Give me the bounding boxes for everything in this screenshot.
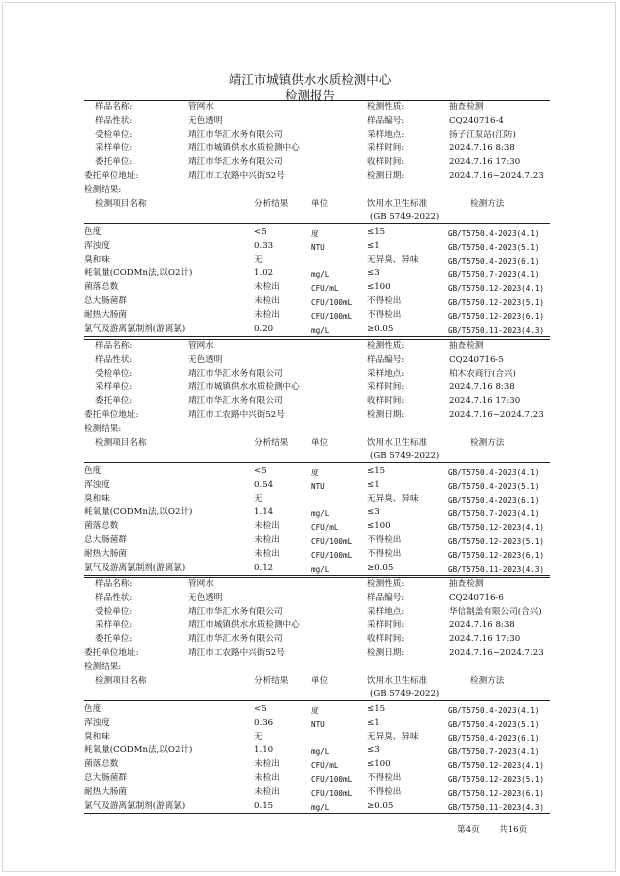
- table-cell-item: 耗氧量(CODMn法,以O2计): [84, 745, 193, 756]
- field-value: 靖江市城镇供水水质检测中心: [188, 620, 300, 631]
- table-cell-item: 色度: [84, 704, 102, 714]
- table-cell-result: <5: [254, 704, 267, 714]
- field-value: 管网水: [188, 341, 214, 351]
- table-cell-method: GB/T5750.4-2023(4.1): [448, 468, 540, 477]
- table-cell-method: GB/T5750.12-2023(4.1): [448, 761, 545, 771]
- field-value: 管网水: [188, 579, 214, 589]
- column-header: 检测方法: [470, 438, 505, 448]
- table-cell-unit: mg/L: [311, 747, 330, 757]
- field-label: 采样单位:: [95, 143, 133, 154]
- table-cell-method: GB/T5750.4-2023(4.1): [448, 706, 540, 715]
- field-label: 采样地点:: [367, 606, 405, 617]
- field-value: 柏木农商行(合兴): [449, 368, 516, 379]
- divider-line: [84, 462, 550, 463]
- table-cell-result: <5: [254, 227, 267, 237]
- column-header: 单位: [311, 676, 329, 686]
- column-header: 检测项目名称: [95, 199, 147, 209]
- table-cell-unit: CFU/100mL: [311, 788, 353, 798]
- table-cell-unit: NTU: [311, 719, 325, 729]
- table-cell-result: 无: [254, 731, 263, 742]
- field-value: 靖江市华汇水务有限公司: [188, 129, 283, 140]
- field-label: 样品名称:: [95, 102, 133, 112]
- results-label: 检测结果:: [84, 185, 122, 195]
- field-label: 委托单位:: [95, 157, 133, 168]
- field-label: 样品性状:: [95, 354, 133, 365]
- table-cell-item: 耗氧量(CODMn法,以O2计): [84, 268, 193, 279]
- field-value: 靖江市华汇水务有限公司: [188, 606, 283, 617]
- field-label: 收样时间:: [367, 157, 405, 168]
- column-header: 分析结果: [254, 438, 289, 448]
- table-cell-method: GB/T5750.12-2023(5.1): [448, 537, 545, 546]
- table-cell-item: 臭和味: [84, 731, 110, 742]
- field-value: 靖江市城镇供水水质检测中心: [188, 382, 300, 393]
- table-cell-item: 耗氧量(CODMn法,以O2计): [84, 507, 193, 518]
- table-cell-item: 耐热大肠菌: [84, 309, 127, 320]
- table-cell-result: 未检出: [254, 759, 280, 770]
- column-header: 检测项目名称: [95, 676, 147, 686]
- field-value: 靖江市华汇水务有限公司: [188, 634, 283, 645]
- table-cell-result: 未检出: [254, 773, 280, 783]
- table-cell-item: 臭和味: [84, 493, 110, 504]
- column-header: 饮用水卫生标准: [367, 438, 428, 448]
- table-cell-method: GB/T5750.12-2023(4.1): [448, 284, 545, 294]
- table-cell-unit: CFU/100mL: [311, 775, 353, 784]
- table-cell-standard: ≥0.05: [367, 323, 394, 334]
- table-cell-result: 0.36: [254, 717, 274, 728]
- field-label: 受检单位:: [95, 606, 133, 617]
- field-label: 委托单位地址:: [84, 171, 139, 181]
- table-cell-unit: CFU/mL: [311, 523, 339, 533]
- column-header: 分析结果: [254, 676, 289, 686]
- field-label: 检测日期:: [367, 171, 405, 181]
- table-cell-item: 色度: [84, 466, 102, 476]
- column-header: 检测方法: [470, 676, 505, 686]
- field-value: 2024.7.16~2024.7.23: [449, 648, 544, 658]
- field-value: 靖江市工农路中兴街52号: [188, 410, 285, 420]
- table-cell-item: 浑浊度: [84, 717, 110, 728]
- table-cell-result: 1.14: [254, 507, 274, 518]
- table-cell-standard: ≤15: [367, 704, 386, 714]
- field-label: 样品编号:: [367, 592, 405, 603]
- table-cell-method: GB/T5750.12-2023(5.1): [448, 298, 545, 307]
- table-cell-unit: CFU/mL: [311, 284, 339, 294]
- table-cell-result: 未检出: [254, 521, 280, 532]
- table-cell-standard: ≥0.05: [367, 562, 394, 573]
- table-cell-standard: ≤100: [367, 759, 391, 770]
- table-cell-item: 总大肠菌群: [84, 773, 127, 783]
- table-cell-standard: 不得检出: [367, 773, 402, 783]
- table-cell-standard: 不得检出: [367, 548, 402, 559]
- table-cell-result: 未检出: [254, 296, 280, 306]
- table-cell-method: GB/T5750.12-2023(5.1): [448, 775, 545, 784]
- field-value: CQ240716-6: [449, 592, 504, 603]
- table-cell-unit: NTU: [311, 242, 325, 252]
- field-label: 受检单位:: [95, 368, 133, 379]
- table-cell-method: GB/T5750.11-2023(4.3): [448, 802, 545, 812]
- table-cell-method: GB/T5750.12-2023(6.1): [448, 311, 545, 321]
- table-cell-item: 菌落总数: [84, 759, 119, 770]
- column-header: 检测项目名称: [95, 438, 147, 448]
- table-cell-standard: ≤1: [367, 240, 380, 251]
- column-header: (GB 5749-2022): [370, 689, 440, 699]
- results-label: 检测结果:: [84, 424, 122, 434]
- field-value: 2024.7.16 17:30: [449, 634, 521, 645]
- table-cell-standard: 不得检出: [367, 535, 402, 545]
- column-header: (GB 5749-2022): [370, 451, 440, 461]
- table-cell-result: 0.12: [254, 562, 274, 573]
- field-value: 2024.7.16~2024.7.23: [449, 171, 544, 181]
- table-cell-result: 未检出: [254, 309, 280, 320]
- table-cell-standard: ≤1: [367, 479, 380, 490]
- table-cell-method: GB/T5750.4-2023(5.1): [448, 719, 540, 729]
- field-label: 采样时间:: [367, 382, 405, 393]
- field-label: 收样时间:: [367, 396, 405, 407]
- field-label: 样品名称:: [95, 341, 133, 351]
- table-cell-item: 总大肠菌群: [84, 296, 127, 306]
- field-label: 样品名称:: [95, 579, 133, 589]
- table-cell-unit: mg/L: [311, 325, 330, 335]
- table-cell-unit: mg/L: [311, 802, 330, 812]
- table-cell-unit: mg/L: [311, 509, 330, 519]
- field-value: 无色透明: [188, 115, 223, 126]
- field-label: 采样时间:: [367, 620, 405, 631]
- page-current: 第4页: [457, 825, 480, 835]
- table-cell-result: 0.33: [254, 240, 274, 251]
- table-cell-result: 未检出: [254, 535, 280, 545]
- table-cell-standard: ≤15: [367, 227, 386, 237]
- column-header: 分析结果: [254, 199, 289, 209]
- field-label: 检测日期:: [367, 648, 405, 658]
- field-value: 2024.7.16 8:38: [449, 620, 515, 631]
- table-cell-unit: CFU/mL: [311, 761, 339, 771]
- divider-line: [84, 336, 550, 337]
- table-cell-method: GB/T5750.11-2023(4.3): [448, 564, 545, 574]
- table-cell-unit: 度: [311, 229, 319, 238]
- field-label: 采样时间:: [367, 143, 405, 154]
- field-value: 2024.7.16 8:38: [449, 143, 515, 154]
- table-cell-unit: NTU: [311, 481, 325, 491]
- divider-line: [84, 223, 550, 224]
- divider-line: [84, 700, 550, 701]
- field-label: 委托单位地址:: [84, 410, 139, 420]
- table-cell-method: GB/T5750.7-2023(4.1): [448, 270, 540, 280]
- field-label: 样品编号:: [367, 354, 405, 365]
- table-cell-item: 浑浊度: [84, 479, 110, 490]
- column-header: (GB 5749-2022): [370, 212, 440, 222]
- table-cell-item: 浑浊度: [84, 240, 110, 251]
- table-cell-method: GB/T5750.4-2023(5.1): [448, 481, 540, 491]
- table-cell-item: 臭和味: [84, 254, 110, 265]
- field-value: 2024.7.16 17:30: [449, 157, 521, 168]
- table-cell-item: 氯气及游离氯制剂(游离氯): [84, 800, 186, 811]
- table-cell-standard: ≥0.05: [367, 800, 394, 811]
- table-cell-item: 菌落总数: [84, 282, 119, 293]
- table-cell-method: GB/T5750.7-2023(4.1): [448, 509, 540, 519]
- column-header: 检测方法: [470, 199, 505, 209]
- column-header: 单位: [311, 438, 329, 448]
- field-value: CQ240716-5: [449, 354, 504, 365]
- field-value: 靖江市华汇水务有限公司: [188, 157, 283, 168]
- table-cell-result: 未检出: [254, 786, 280, 797]
- field-value: CQ240716-4: [449, 115, 504, 126]
- table-cell-unit: 度: [311, 468, 319, 477]
- field-value: 靖江市华汇水务有限公司: [188, 396, 283, 407]
- table-cell-unit: CFU/100mL: [311, 537, 353, 546]
- field-value: 抽查检测: [449, 102, 484, 112]
- divider-line: [84, 575, 550, 576]
- table-cell-result: 1.10: [254, 745, 274, 756]
- table-cell-standard: ≤1: [367, 717, 380, 728]
- table-cell-standard: 不得检出: [367, 296, 402, 306]
- table-cell-item: 总大肠菌群: [84, 535, 127, 545]
- field-label: 样品性状:: [95, 115, 133, 126]
- field-label: 检测性质:: [367, 102, 405, 112]
- table-cell-standard: ≤3: [367, 268, 380, 279]
- table-cell-standard: 不得检出: [367, 786, 402, 797]
- table-cell-method: GB/T5750.4-2023(6.1): [448, 256, 540, 266]
- column-header: 饮用水卫生标准: [367, 676, 428, 686]
- table-cell-standard: ≤3: [367, 745, 380, 756]
- table-cell-unit: CFU/100mL: [311, 550, 353, 560]
- field-label: 采样地点:: [367, 368, 405, 379]
- table-cell-standard: 无异臭、异味: [367, 493, 419, 504]
- table-cell-result: <5: [254, 466, 267, 476]
- table-cell-standard: ≤3: [367, 507, 380, 518]
- table-cell-unit: 度: [311, 706, 319, 715]
- field-value: 2024.7.16~2024.7.23: [449, 410, 544, 420]
- table-cell-method: GB/T5750.12-2023(6.1): [448, 550, 545, 560]
- table-cell-standard: ≤100: [367, 282, 391, 293]
- field-value: 无色透明: [188, 354, 223, 365]
- org-title: 靖江市城镇供水水质检测中心: [228, 72, 392, 87]
- field-value: 抽查检测: [449, 579, 484, 589]
- table-cell-result: 未检出: [254, 282, 280, 293]
- results-label: 检测结果:: [84, 662, 122, 672]
- field-label: 样品编号:: [367, 115, 405, 126]
- table-cell-unit: mg/L: [311, 564, 330, 574]
- column-header: 饮用水卫生标准: [367, 199, 428, 209]
- table-cell-result: 无: [254, 254, 263, 265]
- table-cell-method: GB/T5750.12-2023(6.1): [448, 788, 545, 798]
- table-cell-method: GB/T5750.7-2023(4.1): [448, 747, 540, 757]
- field-label: 采样单位:: [95, 620, 133, 631]
- field-label: 受检单位:: [95, 129, 133, 140]
- table-cell-standard: 不得检出: [367, 309, 402, 320]
- table-cell-item: 氯气及游离氯制剂(游离氯): [84, 323, 186, 334]
- page-total: 共16页: [499, 825, 528, 835]
- table-cell-result: 未检出: [254, 548, 280, 559]
- field-label: 收样时间:: [367, 634, 405, 645]
- table-cell-method: GB/T5750.4-2023(6.1): [448, 733, 540, 743]
- table-cell-unit: CFU/100mL: [311, 298, 353, 307]
- table-cell-item: 菌落总数: [84, 521, 119, 532]
- field-label: 检测性质:: [367, 341, 405, 351]
- field-value: 抽查检测: [449, 341, 484, 351]
- field-value: 扬子江泵站(江防): [449, 129, 516, 140]
- table-cell-result: 0.54: [254, 479, 274, 490]
- table-cell-item: 色度: [84, 227, 102, 237]
- table-cell-item: 耐热大肠菌: [84, 786, 127, 797]
- table-cell-method: GB/T5750.11-2023(4.3): [448, 325, 545, 335]
- field-value: 华信制盖有限公司(合兴): [449, 606, 542, 617]
- field-value: 靖江市华汇水务有限公司: [188, 368, 283, 379]
- divider-line: [84, 813, 550, 814]
- table-cell-unit: mg/L: [311, 270, 330, 280]
- field-value: 靖江市工农路中兴街52号: [188, 648, 285, 658]
- table-cell-item: 氯气及游离氯制剂(游离氯): [84, 562, 186, 573]
- report-title: 检测报告: [284, 88, 335, 103]
- page-number: [457, 823, 527, 835]
- field-label: 采样单位:: [95, 382, 133, 393]
- table-cell-standard: 无异臭、异味: [367, 254, 419, 265]
- field-label: 委托单位:: [95, 634, 133, 645]
- table-cell-method: GB/T5750.12-2023(4.1): [448, 523, 545, 533]
- table-cell-method: GB/T5750.4-2023(4.1): [448, 229, 540, 238]
- field-label: 样品性状:: [95, 592, 133, 603]
- field-label: 检测日期:: [367, 410, 405, 420]
- table-cell-result: 0.15: [254, 800, 274, 811]
- field-value: 靖江市工农路中兴街52号: [188, 171, 285, 181]
- table-cell-method: GB/T5750.4-2023(5.1): [448, 242, 540, 252]
- table-cell-standard: 无异臭、异味: [367, 731, 419, 742]
- field-label: 采样地点:: [367, 129, 405, 140]
- column-header: 单位: [311, 199, 329, 209]
- table-cell-unit: CFU/100mL: [311, 311, 353, 321]
- table-cell-result: 无: [254, 493, 263, 504]
- field-value: 无色透明: [188, 592, 223, 603]
- field-value: 管网水: [188, 102, 214, 112]
- table-cell-result: 1.02: [254, 268, 274, 279]
- table-cell-standard: ≤100: [367, 521, 391, 532]
- field-label: 检测性质:: [367, 579, 405, 589]
- field-label: 委托单位地址:: [84, 648, 139, 658]
- table-cell-method: GB/T5750.4-2023(6.1): [448, 495, 540, 505]
- field-value: 靖江市城镇供水水质检测中心: [188, 143, 300, 154]
- table-cell-result: 0.20: [254, 323, 274, 334]
- field-value: 2024.7.16 17:30: [449, 396, 521, 407]
- field-value: 2024.7.16 8:38: [449, 382, 515, 393]
- table-cell-standard: ≤15: [367, 466, 386, 476]
- table-cell-item: 耐热大肠菌: [84, 548, 127, 559]
- field-label: 委托单位:: [95, 396, 133, 407]
